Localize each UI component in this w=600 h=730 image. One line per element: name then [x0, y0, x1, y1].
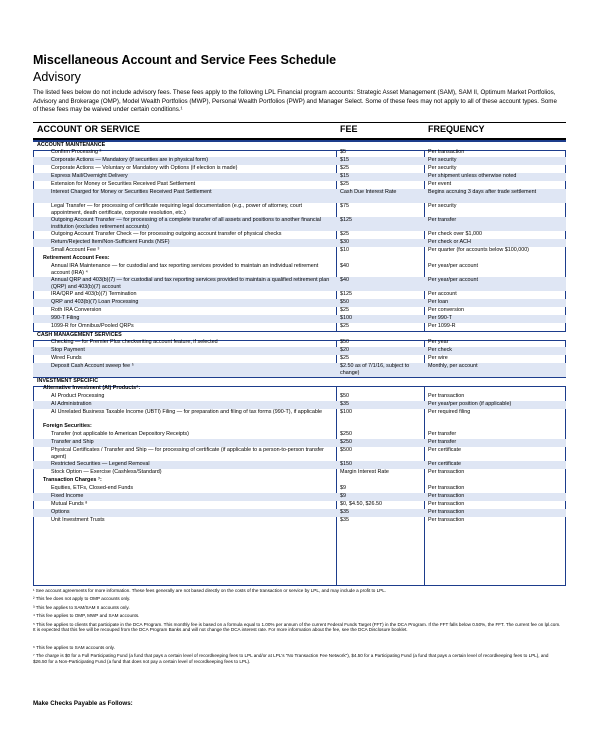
table-row [33, 363, 566, 377]
service-cell: Options [51, 509, 70, 515]
service-cell: CASH MANAGEMENT SERVICES [37, 332, 122, 338]
service-cell: Retirement Account Fees: [43, 255, 110, 261]
fee-cell: $125 [340, 217, 352, 223]
table-row [33, 247, 566, 255]
service-cell: ACCOUNT MAINTENANCE [37, 142, 106, 148]
frequency-cell: Per year/per account [428, 277, 479, 283]
service-cell: Physical Certificates / Transfer and Ship — for processing of certificate (if applicable to a person-to-person transfer agent) [51, 447, 324, 460]
fee-cell: $35 [340, 517, 349, 523]
service-cell: Transaction Charges ⁷: [43, 477, 102, 483]
service-cell: Transfer and Ship [51, 439, 94, 445]
service-cell: 990-T Filing [51, 315, 80, 321]
service-cell: Transfer (not applicable to American Depository Receipts) [51, 431, 189, 437]
fee-cell: $40 [340, 263, 349, 269]
frequency-cell: Per shipment unless otherwise noted [428, 173, 517, 179]
table-row [33, 315, 566, 323]
table-row [33, 173, 566, 181]
table-row [33, 409, 566, 423]
footnote: ⁷ The charge is $0 for a Full Participating Fund (a fund that pays a certain level of recordkeeping fees to LPL and/or at LPL's "No Transaction Fee Network"), $4.50 for a Participating Fund (a fund that pays a certain level of recordkeeping fees to LPL), and $26.50 for a Non-Participating Fund (a fund that does not pay a certain level of recordkeeping fees to LPL). [33, 653, 549, 664]
fee-cell: $500 [340, 447, 352, 453]
frequency-cell: Per transaction [428, 501, 465, 507]
fee-cell: $50 [340, 393, 349, 399]
table-row [33, 165, 566, 173]
table-row [33, 149, 566, 157]
fee-cell: $2.50 as of 7/1/16, subject to change) [340, 363, 410, 376]
table-row [33, 447, 566, 461]
make-checks-heading: Make Checks Payable as Follows: [33, 700, 133, 707]
fee-cell: $20 [340, 347, 349, 353]
service-cell: IRA/QRP and 403(b)(7) Termination [51, 291, 137, 297]
frequency-cell: Per certificate [428, 461, 461, 467]
service-cell: Unit Investment Trusts [51, 517, 105, 523]
service-cell: Mutual Funds ⁸ [51, 501, 88, 507]
service-cell: Checking — for Premier Plus checkwriting account feature, if selected [51, 339, 218, 345]
fee-cell: $50 [340, 339, 349, 345]
frequency-cell: Per security [428, 165, 457, 171]
table-row [33, 439, 566, 447]
footnote: ⁶ This fee applies to SAM accounts only. [33, 644, 115, 650]
table-row [33, 509, 566, 517]
service-cell: Equities, ETFs, Closed-end Funds [51, 485, 134, 491]
fee-cell: $10 [340, 247, 349, 253]
table-row [33, 401, 566, 409]
service-cell: Deposit Cash Account sweep fee ⁵ [51, 363, 134, 369]
table-row [33, 485, 566, 493]
footnote: ⁴ This fee applies to OMP, MWP and SAM accounts. [33, 613, 140, 619]
table-row [33, 189, 566, 203]
fee-cell: $100 [340, 315, 352, 321]
fee-cell: $15 [340, 173, 349, 179]
fee-cell: $0, $4.50, $26.50 [340, 501, 382, 507]
service-cell: INVESTMENT SPECIFIC [37, 378, 99, 384]
service-cell: Wired Funds [51, 355, 82, 361]
frequency-cell: Per transaction [428, 485, 465, 491]
footnote: ⁵ This fee applies to clients that participate in the DCA Program. This monthly fee is based on a formula equal to 1.00% per annum of the current Federal Funds Target (FFT) in the DCA Program. If the FFT falls below 0.50%, the FFT. The current fee on lpl.com. It is expected that this fee will be recouped from the DCA Program Banks and will not change the DCA interest rate. For more information about the fee, see the DCA Disclosure booklet. [33, 621, 561, 633]
header-top-rule [33, 122, 566, 123]
table-row [33, 307, 566, 315]
frequency-cell: Per required filing [428, 409, 471, 415]
frequency-cell: Per loan [428, 299, 449, 305]
fee-cell: Cash Due Interest Rate [340, 189, 397, 195]
fee-cell: $35 [340, 509, 349, 515]
fee-cell: $15 [340, 157, 349, 163]
fee-cell: $25 [340, 323, 349, 329]
frequency-cell: Per year/per position (if applicable) [428, 401, 512, 407]
fee-cell: $40 [340, 277, 349, 283]
fee-cell: $50 [340, 299, 349, 305]
service-cell: Small Account Fee ³ [51, 247, 100, 253]
frequency-cell: Per account [428, 291, 457, 297]
frequency-cell: Per year [428, 339, 449, 345]
service-cell: QRP and 403(b)(7) Loan Processing [51, 299, 139, 305]
frequency-cell: Per conversion [428, 307, 464, 313]
frequency-cell: Per transaction [428, 149, 465, 155]
service-cell: Express Mail/Overnight Delivery [51, 173, 128, 179]
fee-cell: $150 [340, 461, 352, 467]
page-subtitle: Advisory [33, 70, 81, 84]
service-cell: Outgoing Account Transfer — for processing of a complete transfer of all assets and positions to another financial institution (excludes retirement accounts) [51, 217, 321, 230]
table-row [33, 477, 566, 485]
table-row [33, 323, 566, 331]
table-row [33, 493, 566, 501]
service-cell: Foreign Securities: [43, 423, 92, 429]
frequency-cell: Per transaction [428, 517, 465, 523]
service-cell: Confirm Processing ² [51, 149, 102, 155]
frequency-cell: Begins accruing 3 days after trade settlement [428, 189, 537, 195]
table-row [33, 277, 566, 291]
footnote: ¹ See account agreements for more information. These fees generally are not based directly on the costs of the transaction or service by LPL, and may include a profit to LPL. [33, 588, 387, 593]
frequency-cell: Per security [428, 203, 457, 209]
frequency-cell: Per transaction [428, 469, 465, 475]
service-cell: 1099-R for Omnibus/Pooled QRPs [51, 323, 134, 329]
column-header-fee: FEE [340, 124, 358, 134]
frequency-cell: Per transaction [428, 393, 465, 399]
table-row [33, 393, 566, 401]
table-row [33, 181, 566, 189]
frequency-cell: Per check over $1,000 [428, 231, 482, 237]
frequency-cell: Per wire [428, 355, 448, 361]
fee-cell: $30 [340, 239, 349, 245]
table-row [33, 517, 566, 525]
frequency-cell: Per quarter (for accounts below $100,000) [428, 247, 529, 253]
table-row [33, 431, 566, 439]
frequency-cell: Per check or ACH [428, 239, 471, 245]
table-row [33, 501, 566, 509]
table-row [33, 423, 566, 431]
service-cell: Stock Option — Exercise (Cashless/Standard) [51, 469, 162, 475]
table-row [33, 157, 566, 165]
service-cell: Restricted Securities — Legend Removal [51, 461, 150, 467]
service-cell: Roth IRA Conversion [51, 307, 102, 313]
frequency-cell: Per transfer [428, 439, 457, 445]
table-row [33, 299, 566, 307]
frequency-cell: Per transaction [428, 493, 465, 499]
frequency-cell: Per transaction [428, 509, 465, 515]
table-row [33, 231, 566, 239]
frequency-cell: Monthly, per account [428, 363, 478, 369]
fee-cell: Margin Interest Rate [340, 469, 389, 475]
service-cell: AI Product Processing [51, 393, 105, 399]
fee-cell: $9 [340, 493, 346, 499]
service-cell: Return/Rejected Item/Non-Sufficient Funds (NSF) [51, 239, 170, 245]
fee-cell: $25 [340, 181, 349, 187]
table-row [33, 239, 566, 247]
service-cell: Corporate Actions — Voluntary or Mandatory with Options (if election is made) [51, 165, 238, 171]
service-cell: Fixed Income [51, 493, 84, 499]
frequency-cell: Per 1099-R [428, 323, 456, 329]
frequency-cell: Per security [428, 157, 457, 163]
table-row [33, 347, 566, 355]
frequency-cell: Per 990-T [428, 315, 452, 321]
service-cell: Corporate Actions — Mandatory (if securities are in physical form) [51, 157, 208, 163]
frequency-cell: Per transfer [428, 217, 457, 223]
service-cell: AI Administration [51, 401, 92, 407]
intro-paragraph: The listed fees below do not include advisory fees. These fees apply to the following LPL Financial program accounts: Strategic Asset Management (SAM), SAM II, Optimum Market Portfolios, Advisory and Brokerage (OMP), Model Wealth Portfolios (MWP), Personal Wealth Portfolios (PWP) and Manager Select. Some of these fees may not apply to all of these account types. Some of these fees may be waived under certain conditions.¹ [33, 89, 557, 114]
fee-cell: $25 [340, 231, 349, 237]
service-cell: Annual QRP and 403(b)(7) — for custodial and tax reporting services provided to maintain a qualified retirement plan (QRP) and 403(b)(7) account [51, 277, 330, 290]
table-row [33, 203, 566, 217]
fee-cell: $25 [340, 165, 349, 171]
service-cell: Stop Payment [51, 347, 85, 353]
service-cell: Legal Transfer — for processing of certificate requiring legal documentation (e.g., power of attorney, court appointment, death certificate, corporate resolution, etc.) [51, 203, 302, 216]
service-cell: Annual IRA Maintenance — for custodial and tax reporting services provided to maintain an individual retirement account (IRA) ⁴ [51, 263, 319, 276]
table-row [33, 339, 566, 347]
frequency-cell: Per check [428, 347, 452, 353]
footnote: ³ This fee applies to SAM/SAM II accounts only. [33, 604, 130, 610]
table-row [33, 461, 566, 469]
table-row [33, 469, 566, 477]
service-cell: Alternative Investment (AI) Products⁶: [43, 385, 141, 391]
fee-cell: $75 [340, 203, 349, 209]
table-row [33, 355, 566, 363]
table-row [33, 263, 566, 277]
fee-cell: $25 [340, 307, 349, 313]
fee-cell: $5 [340, 149, 346, 155]
fee-cell: $250 [340, 431, 352, 437]
footnote: ² This fee does not apply to OMP accounts only. [33, 596, 131, 602]
service-cell: Interest Charged for Money or Securities Received Past Settlement [51, 189, 212, 195]
fee-cell: $9 [340, 485, 346, 491]
service-cell: Extension for Money or Securities Received Past Settlement [51, 181, 196, 187]
frequency-cell: Per transfer [428, 431, 457, 437]
table-row [33, 255, 566, 263]
fee-cell: $125 [340, 291, 352, 297]
fee-cell: $35 [340, 401, 349, 407]
frequency-cell: Per certificate [428, 447, 461, 453]
page-title: Miscellaneous Account and Service Fees Schedule [33, 53, 337, 67]
table-row [33, 385, 566, 393]
column-header-account: ACCOUNT OR SERVICE [37, 124, 140, 134]
service-cell: Outgoing Account Transfer Check — for processing outgoing account transfer of physical checks [51, 231, 282, 237]
frequency-cell: Per event [428, 181, 452, 187]
fee-cell: $250 [340, 439, 352, 445]
service-cell: AI Unrelated Business Taxable Income (UBTI) Filing — for preparation and filing of tax forms (990-T), if applicable [51, 409, 323, 415]
fee-cell: $100 [340, 409, 352, 415]
column-header-frequency: FREQUENCY [428, 124, 485, 134]
frequency-cell: Per year/per account [428, 263, 479, 269]
table-row [33, 217, 566, 231]
fee-cell: $25 [340, 355, 349, 361]
table-row [33, 291, 566, 299]
